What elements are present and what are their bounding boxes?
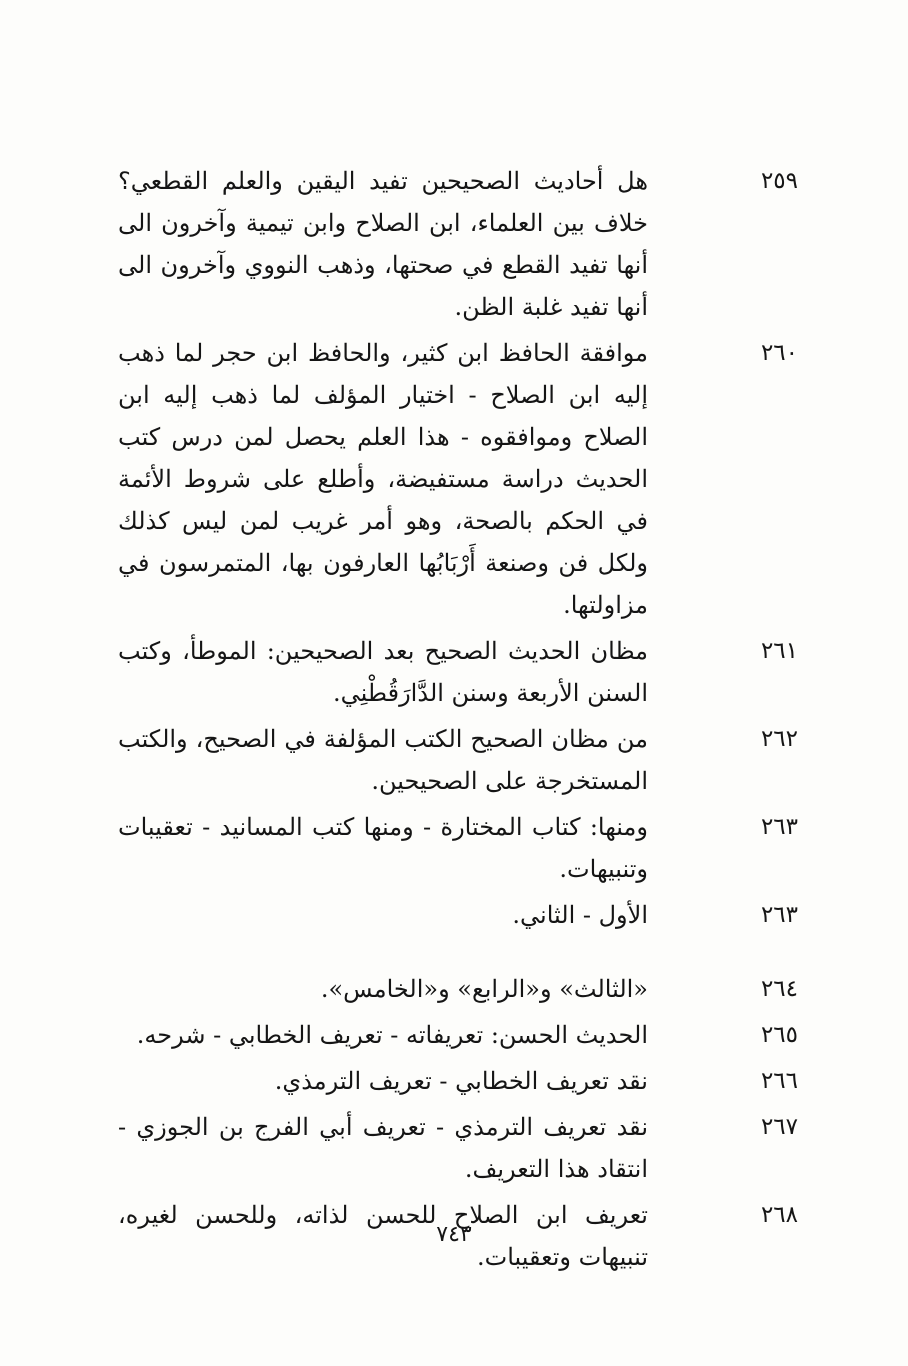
toc-entry-text: نقد تعريف الترمذي - تعريف أبي الفرج بن الجوزي - انتقاد هذا التعريف. xyxy=(118,1113,648,1183)
toc-entry-text: «الثالث» و«الرابع» و«الخامس». xyxy=(320,975,648,1003)
toc-entry-262 xyxy=(118,718,798,802)
toc-entry-260 xyxy=(118,332,798,626)
toc-page-number: ٢٦١ xyxy=(760,638,798,664)
toc-page-number: ٢٦٦ xyxy=(760,1068,798,1094)
table-of-contents xyxy=(118,160,798,1282)
toc-page-number: ٢٦٥ xyxy=(760,1022,798,1048)
toc-page-number: ٢٦٤ xyxy=(760,976,798,1002)
toc-entry-text: نقد تعريف الخطابي - تعريف الترمذي. xyxy=(274,1067,648,1095)
toc-page-number: ٢٦٢ xyxy=(760,726,798,752)
toc-entry-263b xyxy=(118,894,798,936)
toc-entry-265 xyxy=(118,1014,798,1056)
toc-entry-text: من مظان الصحيح الكتب المؤلفة في الصحيح، والكتب المستخرجة على الصحيحين. xyxy=(118,725,648,795)
toc-entry-text: مظان الحديث الصحيح بعد الصحيحين: الموطأ، وكتب السنن الأربعة وسنن الدَّارَقُطْنِي. xyxy=(118,637,648,707)
toc-entry-text: الأول - الثاني. xyxy=(512,901,648,929)
toc-page-number: ٢٥٩ xyxy=(760,168,798,194)
toc-entry-text: موافقة الحافظ ابن كثير، والحافظ ابن حجر لما ذهب إليه ابن الصلاح - اختيار المؤلف لما ذهب إليه ابن الصلاح وموافقوه - هذا العلم يحصل لمن درس كتب الحديث دراسة مستفيضة، وأطلع على شروط الأئمة في الحكم بالصحة، وهو أمر غريب لمن ليس كذلك ولكل فن وصنعة أَرْبَابُها العارفون بها، المتمرسون في مزاولتها. xyxy=(118,339,648,619)
toc-entry-text: ومنها: كتاب المختارة - ومنها كتب المسانيد - تعقيبات وتنبيهات. xyxy=(118,813,648,883)
toc-entry-264 xyxy=(118,968,798,1010)
toc-entry-text: الحديث الحسن: تعريفاته - تعريف الخطابي - شرحه. xyxy=(136,1021,648,1049)
toc-entry-261 xyxy=(118,630,798,714)
toc-entry-text: تعريف ابن الصلاح للحسن لذاته، وللحسن لغيره، تنبيهات وتعقيبات. xyxy=(118,1201,648,1271)
toc-page-number: ٢٦٧ xyxy=(760,1114,798,1140)
page-number: ٧٤٣ xyxy=(436,1222,472,1247)
toc-page-number: ٢٦٠ xyxy=(760,340,798,366)
toc-entry-263a xyxy=(118,806,798,890)
toc-page-number: ٢٦٨ xyxy=(760,1202,798,1228)
toc-entry-266 xyxy=(118,1060,798,1102)
toc-entry-text: هل أحاديث الصحيحين تفيد اليقين والعلم القطعي؟ خلاف بين العلماء، ابن الصلاح وابن تيمية وآخرون الى أنها تفيد القطع في صحتها، وذهب النووي وآخرون الى أنها تفيد غلبة الظن. xyxy=(118,167,648,321)
toc-page-number: ٢٦٣ xyxy=(760,814,798,840)
toc-entry-259 xyxy=(118,160,798,328)
toc-entry-267 xyxy=(118,1106,798,1190)
toc-page-number: ٢٦٣ xyxy=(760,902,798,928)
